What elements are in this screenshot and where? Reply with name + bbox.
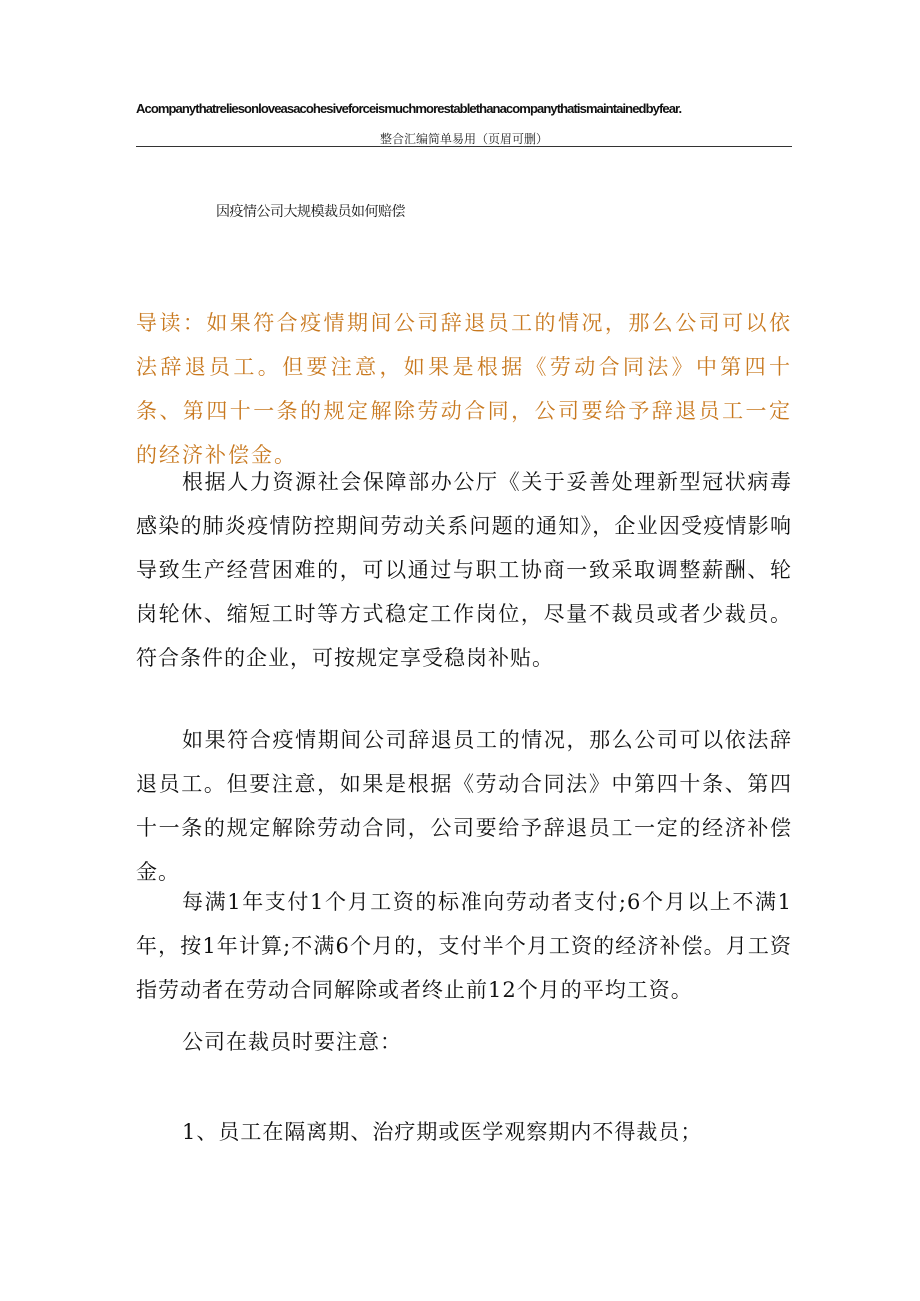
- lead-paragraph: 导读：如果符合疫情期间公司辞退员工的情况，那么公司可以依法辞退员工。但要注意，如果是根据《劳动合同法》中第四十条、第四十一条的规定解除劳动合同，公司要给予辞退员工一定的经济补偿金。: [136, 311, 792, 467]
- header-subtitle: 整合汇编简单易用（页眉可删）: [379, 132, 548, 146]
- header-english-quote: Acompanythatreliesonloveasacohesiveforceismuchmorestablethanacompanythatismaintainedbyfear.: [136, 101, 682, 116]
- document-title: 因疫情公司大规模裁员如何赔偿: [216, 204, 405, 220]
- paragraph-2: 如果符合疫情期间公司辞退员工的情况，那么公司可以依法辞退员工。但要注意，如果是根据《劳动合同法》中第四十条、第四十一条的规定解除劳动合同，公司要给予辞退员工一定的经济补偿金。: [136, 728, 792, 884]
- paragraph-4: 公司在裁员时要注意：: [182, 1030, 402, 1054]
- header-divider: [136, 146, 792, 147]
- list-item-1: 1、员工在隔离期、治疗期或医学观察期内不得裁员；: [182, 1120, 703, 1144]
- paragraph-3: 每满1年支付1个月工资的标准向劳动者支付;6个月以上不满1年，按1年计算;不满6个月的，支付半个月工资的经济补偿。月工资指劳动者在劳动合同解除或者终止前12个月的平均工资。: [136, 890, 792, 1002]
- paragraph-1: 根据人力资源社会保障部办公厅《关于妥善处理新型冠状病毒感染的肺炎疫情防控期间劳动关系问题的通知》，企业因受疫情影响导致生产经营困难的，可以通过与职工协商一致采取调整薪酬、轮岗轮休、缩短工时等方式稳定工作岗位，尽量不裁员或者少裁员。符合条件的企业，可按规定享受稳岗补贴。: [136, 470, 792, 670]
